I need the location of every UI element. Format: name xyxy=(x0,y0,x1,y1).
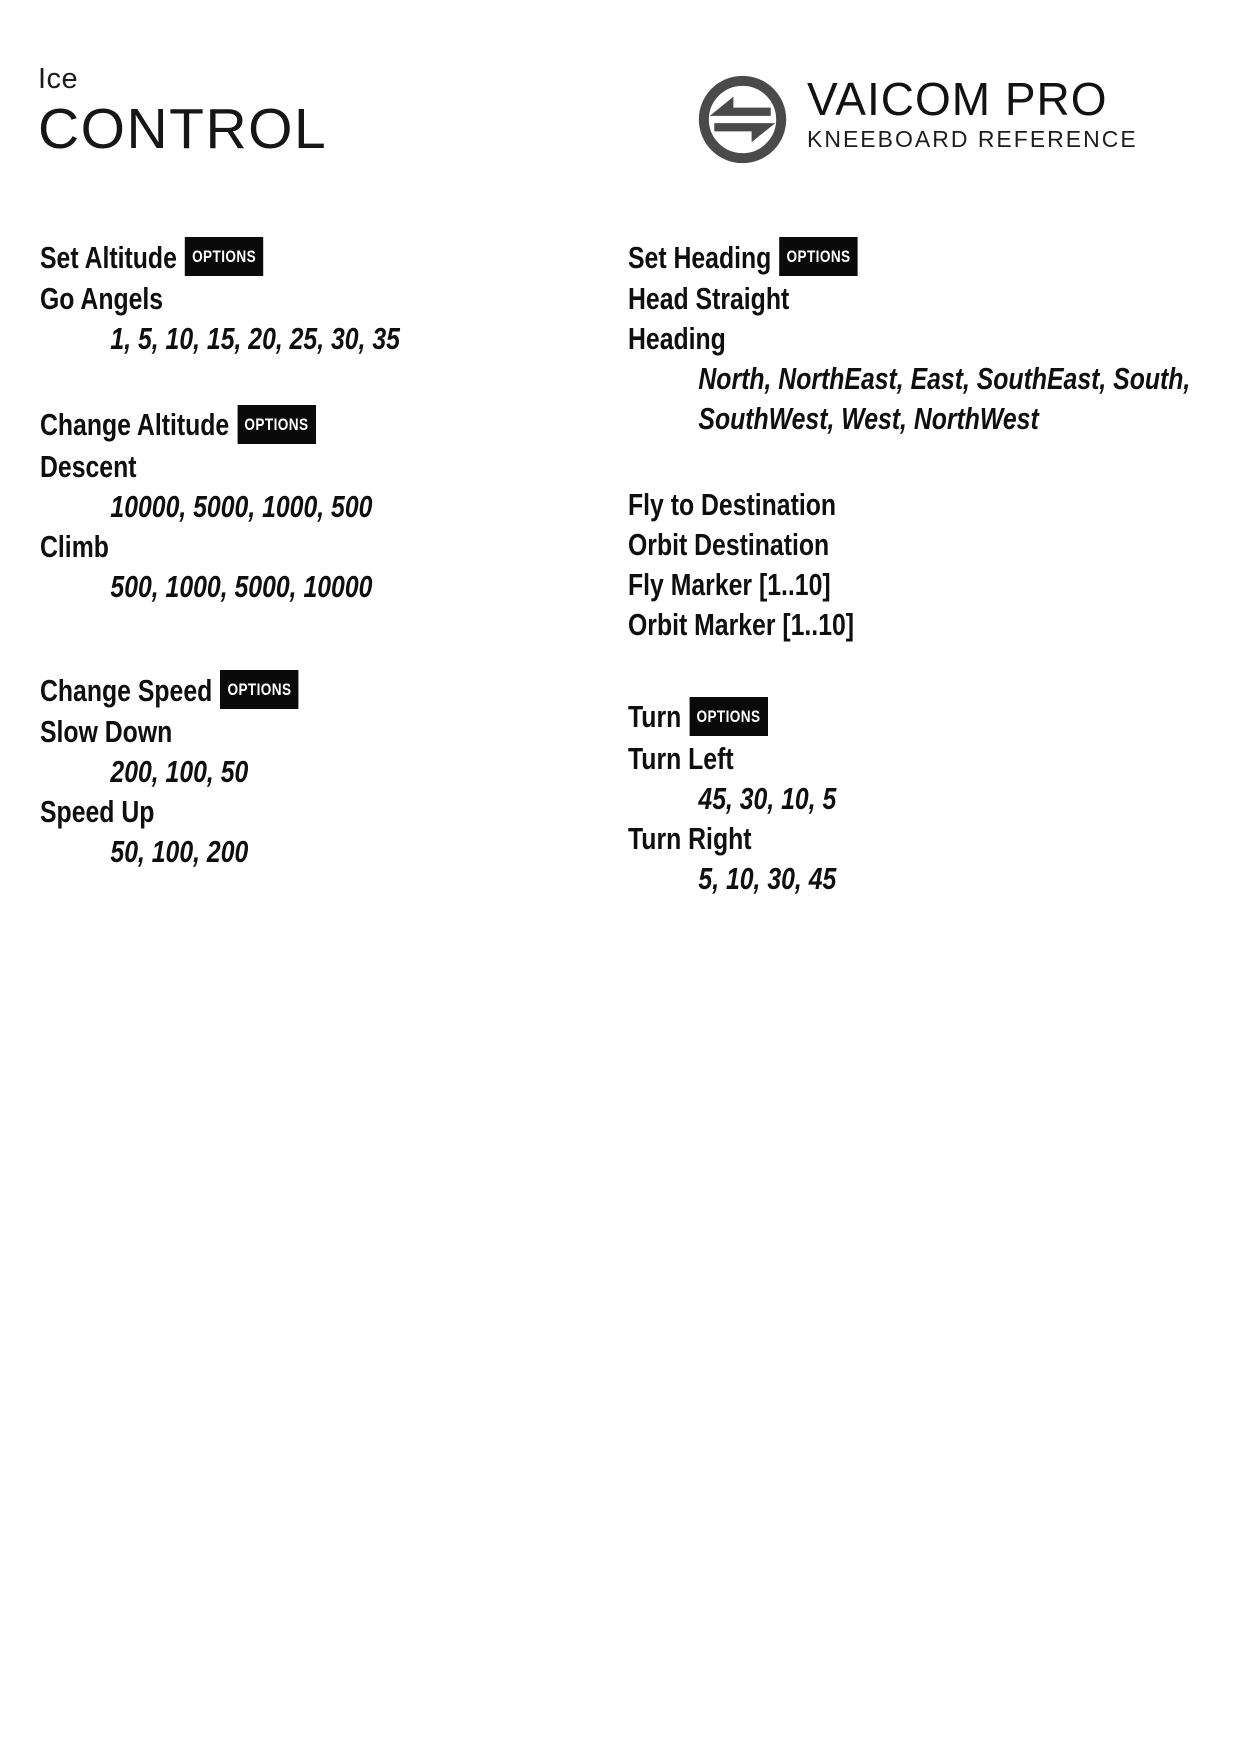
command: Go Angels xyxy=(40,281,164,317)
command-values: 5, 10, 30, 45 xyxy=(698,860,837,896)
options-badge: OPTIONS xyxy=(237,405,315,444)
section-destination-commands xyxy=(628,485,1240,645)
command: Orbit Destination xyxy=(628,527,830,563)
command-title: Change Altitude xyxy=(40,407,230,443)
command-title-row xyxy=(40,238,400,279)
brand-text xyxy=(807,74,1138,153)
command-values: 1, 5, 10, 15, 20, 25, 30, 35 xyxy=(110,321,400,357)
command: Turn Left xyxy=(628,740,734,776)
command-title-row xyxy=(40,405,400,446)
options-badge: OPTIONS xyxy=(220,670,298,709)
command-title: Set Altitude xyxy=(40,240,177,275)
arrow-left-shape xyxy=(710,97,771,116)
command-values: 50, 100, 200 xyxy=(110,833,249,869)
section-change-speed xyxy=(40,671,490,872)
command: Heading xyxy=(628,321,726,357)
command: Climb xyxy=(40,528,109,564)
section-set-altitude xyxy=(40,238,490,359)
command-values: 45, 30, 10, 5 xyxy=(698,780,837,816)
command-title-row xyxy=(628,238,1240,279)
right-column xyxy=(628,238,1240,899)
page-header-left xyxy=(38,62,327,160)
command: Orbit Marker [1..10] xyxy=(628,607,855,643)
command-title: Turn xyxy=(628,699,682,735)
command: Slow Down xyxy=(40,713,173,749)
command: Speed Up xyxy=(40,793,155,829)
command-values: North, NorthEast, East, SouthEast, South, SouthWest, West, NorthWest xyxy=(698,361,1191,437)
brand-tagline: KNEEBOARD REFERENCE xyxy=(807,126,1138,152)
command: Turn Right xyxy=(628,820,752,856)
brand-header xyxy=(697,74,1138,165)
command-values: 500, 1000, 5000, 10000 xyxy=(110,568,373,604)
options-badge: OPTIONS xyxy=(779,237,857,276)
command-values: 10000, 5000, 1000, 500 xyxy=(110,488,373,524)
command: Head Straight xyxy=(628,281,790,317)
section-change-altitude xyxy=(40,405,490,606)
options-badge: OPTIONS xyxy=(185,237,263,276)
command-values: 200, 100, 50 xyxy=(110,753,249,789)
command: Descent xyxy=(40,448,137,484)
section-set-heading xyxy=(628,238,1240,439)
logo-ring xyxy=(704,81,781,158)
command: Fly Marker [1..10] xyxy=(628,567,831,603)
command-title: Change Speed xyxy=(40,672,213,708)
section-turn xyxy=(628,697,1240,898)
options-badge: OPTIONS xyxy=(689,697,767,736)
command: Fly to Destination xyxy=(628,487,837,523)
command-title-row xyxy=(40,671,400,712)
page-title: CONTROL xyxy=(38,97,328,161)
profile-name: Ice xyxy=(38,63,79,95)
arrow-right-shape xyxy=(714,123,775,142)
brand-name: VAICOM PRO xyxy=(807,73,1108,125)
command-title: Set Heading xyxy=(628,240,772,275)
command-title-row xyxy=(628,697,1240,738)
left-column xyxy=(40,238,490,872)
transfer-arrows-icon xyxy=(697,74,788,165)
